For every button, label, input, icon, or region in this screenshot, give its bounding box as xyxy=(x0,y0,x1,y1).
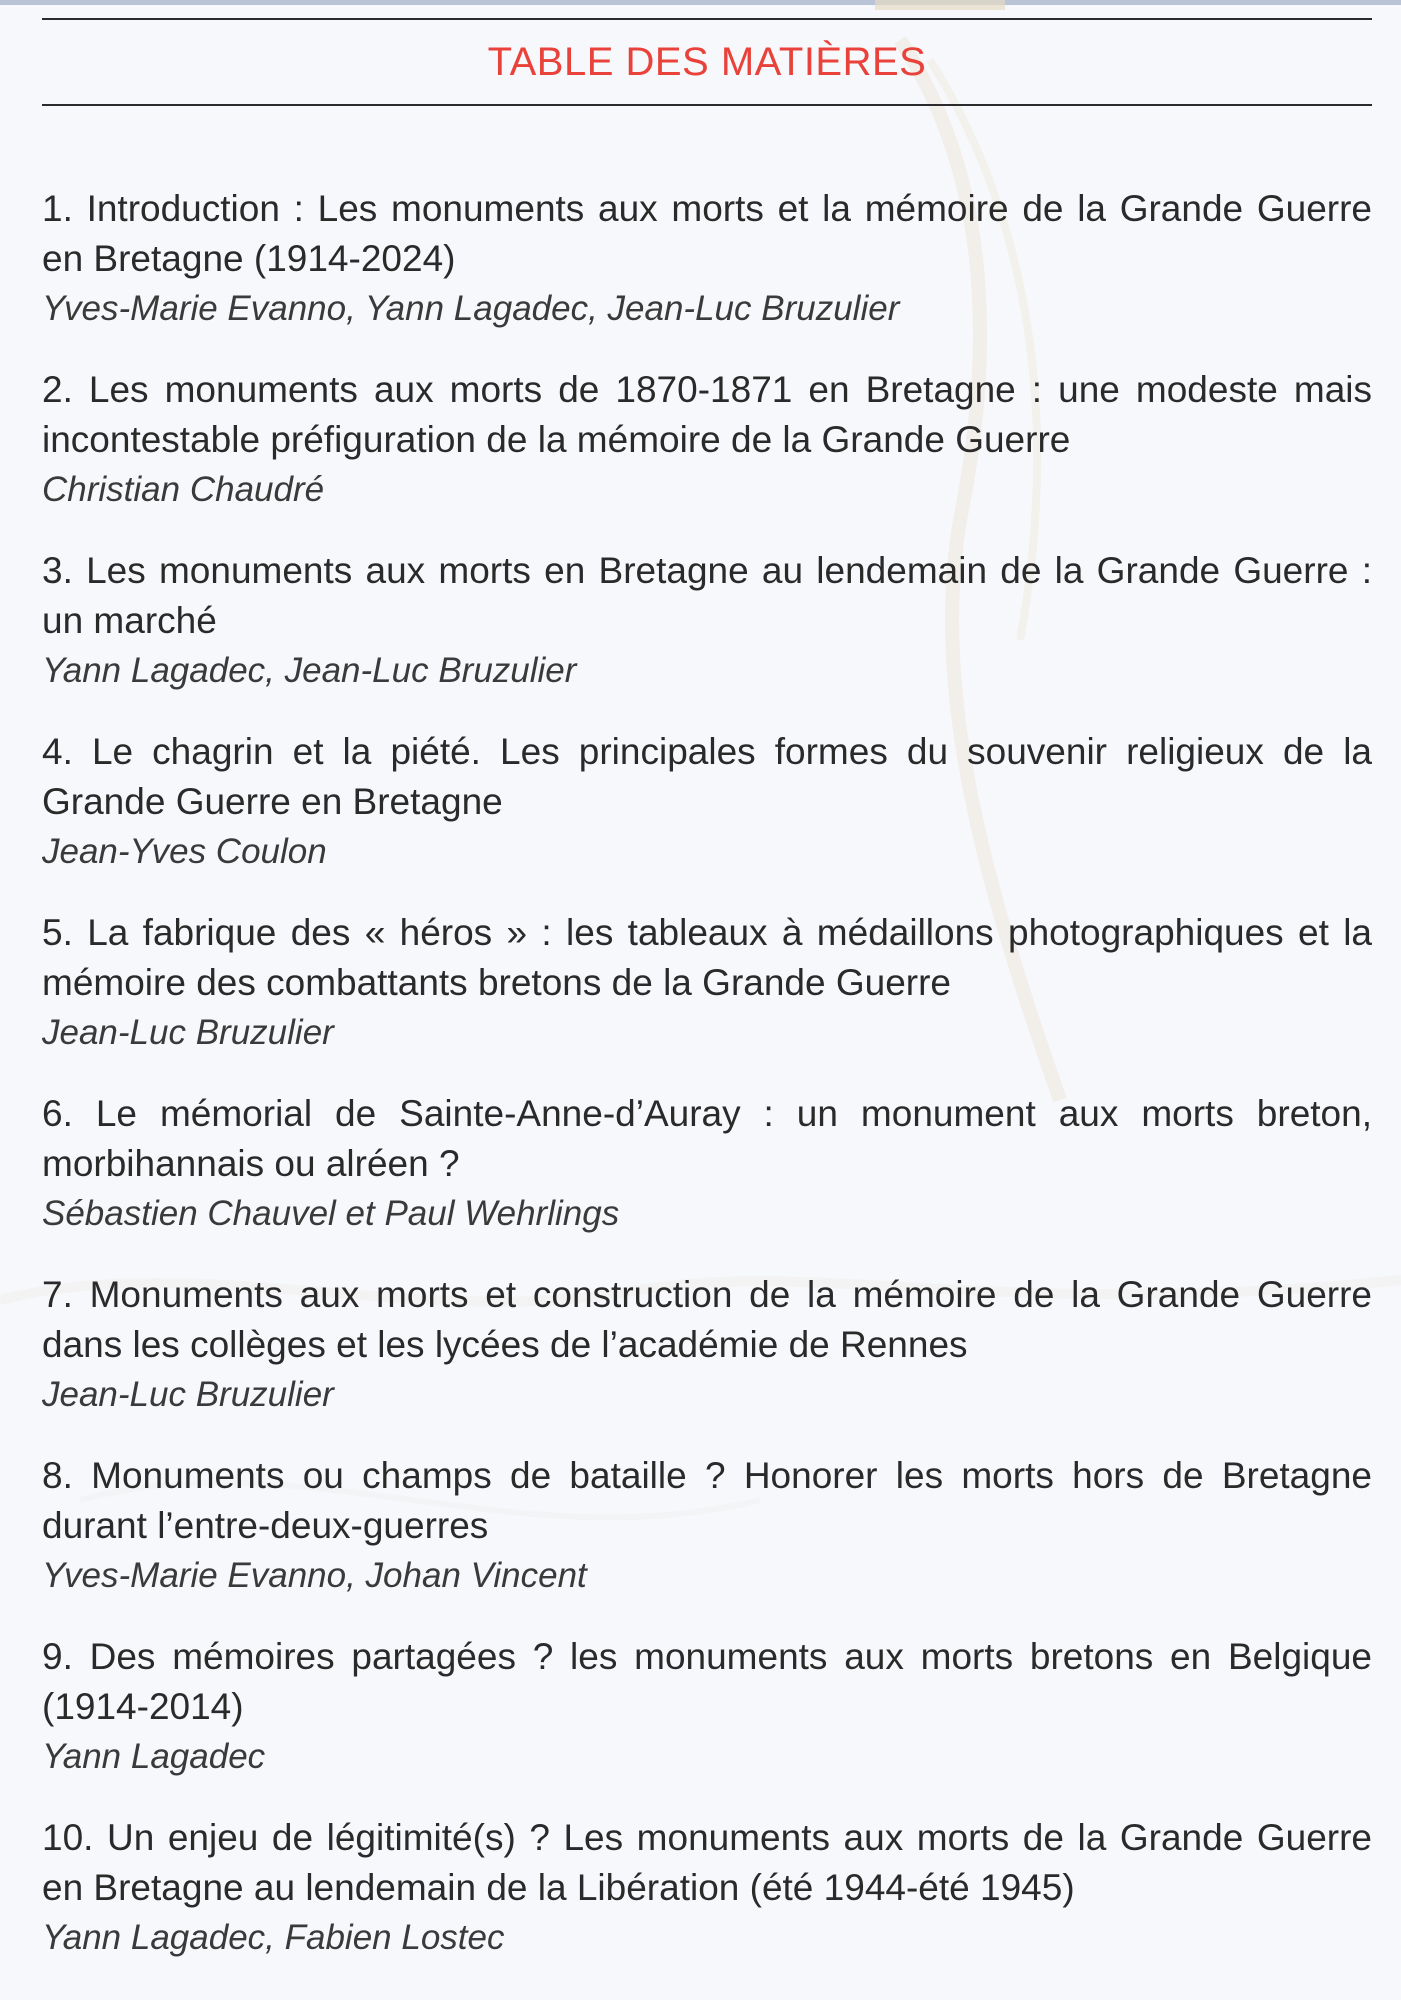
toc-entry-8[interactable] xyxy=(42,1451,1372,1601)
entry-title: 1. Introduction : Les monuments aux morts et la mémoire de la Grande Guerre en Bretagne (1914-2024) xyxy=(42,188,1372,279)
entry-authors: Yves-Marie Evanno, Johan Vincent xyxy=(42,1556,587,1595)
title-band xyxy=(42,18,1372,106)
entry-authors: Sébastien Chauvel et Paul Wehrlings xyxy=(42,1194,620,1233)
toc-entry-1[interactable] xyxy=(42,184,1372,334)
entry-authors: Christian Chaudré xyxy=(42,470,325,509)
toc-entry-3[interactable] xyxy=(42,546,1372,696)
entry-authors: Jean-Yves Coulon xyxy=(42,832,327,871)
entry-authors: Yann Lagadec, Fabien Lostec xyxy=(42,1918,505,1957)
entry-authors: Yann Lagadec, Jean-Luc Bruzulier xyxy=(42,651,577,690)
entry-authors: Jean-Luc Bruzulier xyxy=(42,1013,334,1052)
toc-entry-5[interactable] xyxy=(42,908,1372,1058)
entry-title: 10. Un enjeu de légitimité(s) ? Les monuments aux morts de la Grande Guerre en Bretagne au lendemain de la Libération (été 1944-été 1945) xyxy=(42,1817,1372,1908)
entry-title: 9. Des mémoires partagées ? les monuments aux morts bretons en Belgique (1914-2014) xyxy=(42,1636,1372,1727)
toc-entry-9[interactable] xyxy=(42,1632,1372,1782)
toc-list xyxy=(42,184,1372,1963)
entry-authors: Yann Lagadec xyxy=(42,1737,266,1776)
entry-authors: Yves-Marie Evanno, Yann Lagadec, Jean-Luc Bruzulier xyxy=(42,289,900,328)
toc-entry-2[interactable] xyxy=(42,365,1372,515)
page-title: TABLE DES MATIÈRES xyxy=(487,39,927,84)
entry-title: 7. Monuments aux morts et construction de la mémoire de la Grande Guerre dans les collèges et les lycées de l’académie de Rennes xyxy=(42,1274,1372,1365)
table-of-contents-page xyxy=(42,18,1372,1994)
entry-title: 4. Le chagrin et la piété. Les principales formes du souvenir religieux de la Grande Guerre en Bretagne xyxy=(42,731,1372,822)
toc-entry-10[interactable] xyxy=(42,1813,1372,1963)
toc-entry-7[interactable] xyxy=(42,1270,1372,1420)
entry-title: 2. Les monuments aux morts de 1870-1871 en Bretagne : une modeste mais incontestable préfiguration de la mémoire de la Grande Guerre xyxy=(42,369,1372,460)
entry-title: 6. Le mémorial de Sainte-Anne-d’Auray : un monument aux morts breton, morbihannais ou alréen ? xyxy=(42,1093,1372,1184)
entry-title: 8. Monuments ou champs de bataille ? Honorer les morts hors de Bretagne durant l’entre-deux-guerres xyxy=(42,1455,1372,1546)
entry-authors: Jean-Luc Bruzulier xyxy=(42,1375,334,1414)
toc-entry-6[interactable] xyxy=(42,1089,1372,1239)
toc-entry-4[interactable] xyxy=(42,727,1372,877)
entry-title: 5. La fabrique des « héros » : les tableaux à médaillons photographiques et la mémoire des combattants bretons de la Grande Guerre xyxy=(42,912,1372,1003)
entry-title: 3. Les monuments aux morts en Bretagne au lendemain de la Grande Guerre : un marché xyxy=(42,550,1372,641)
top-border-strip xyxy=(0,0,1401,5)
